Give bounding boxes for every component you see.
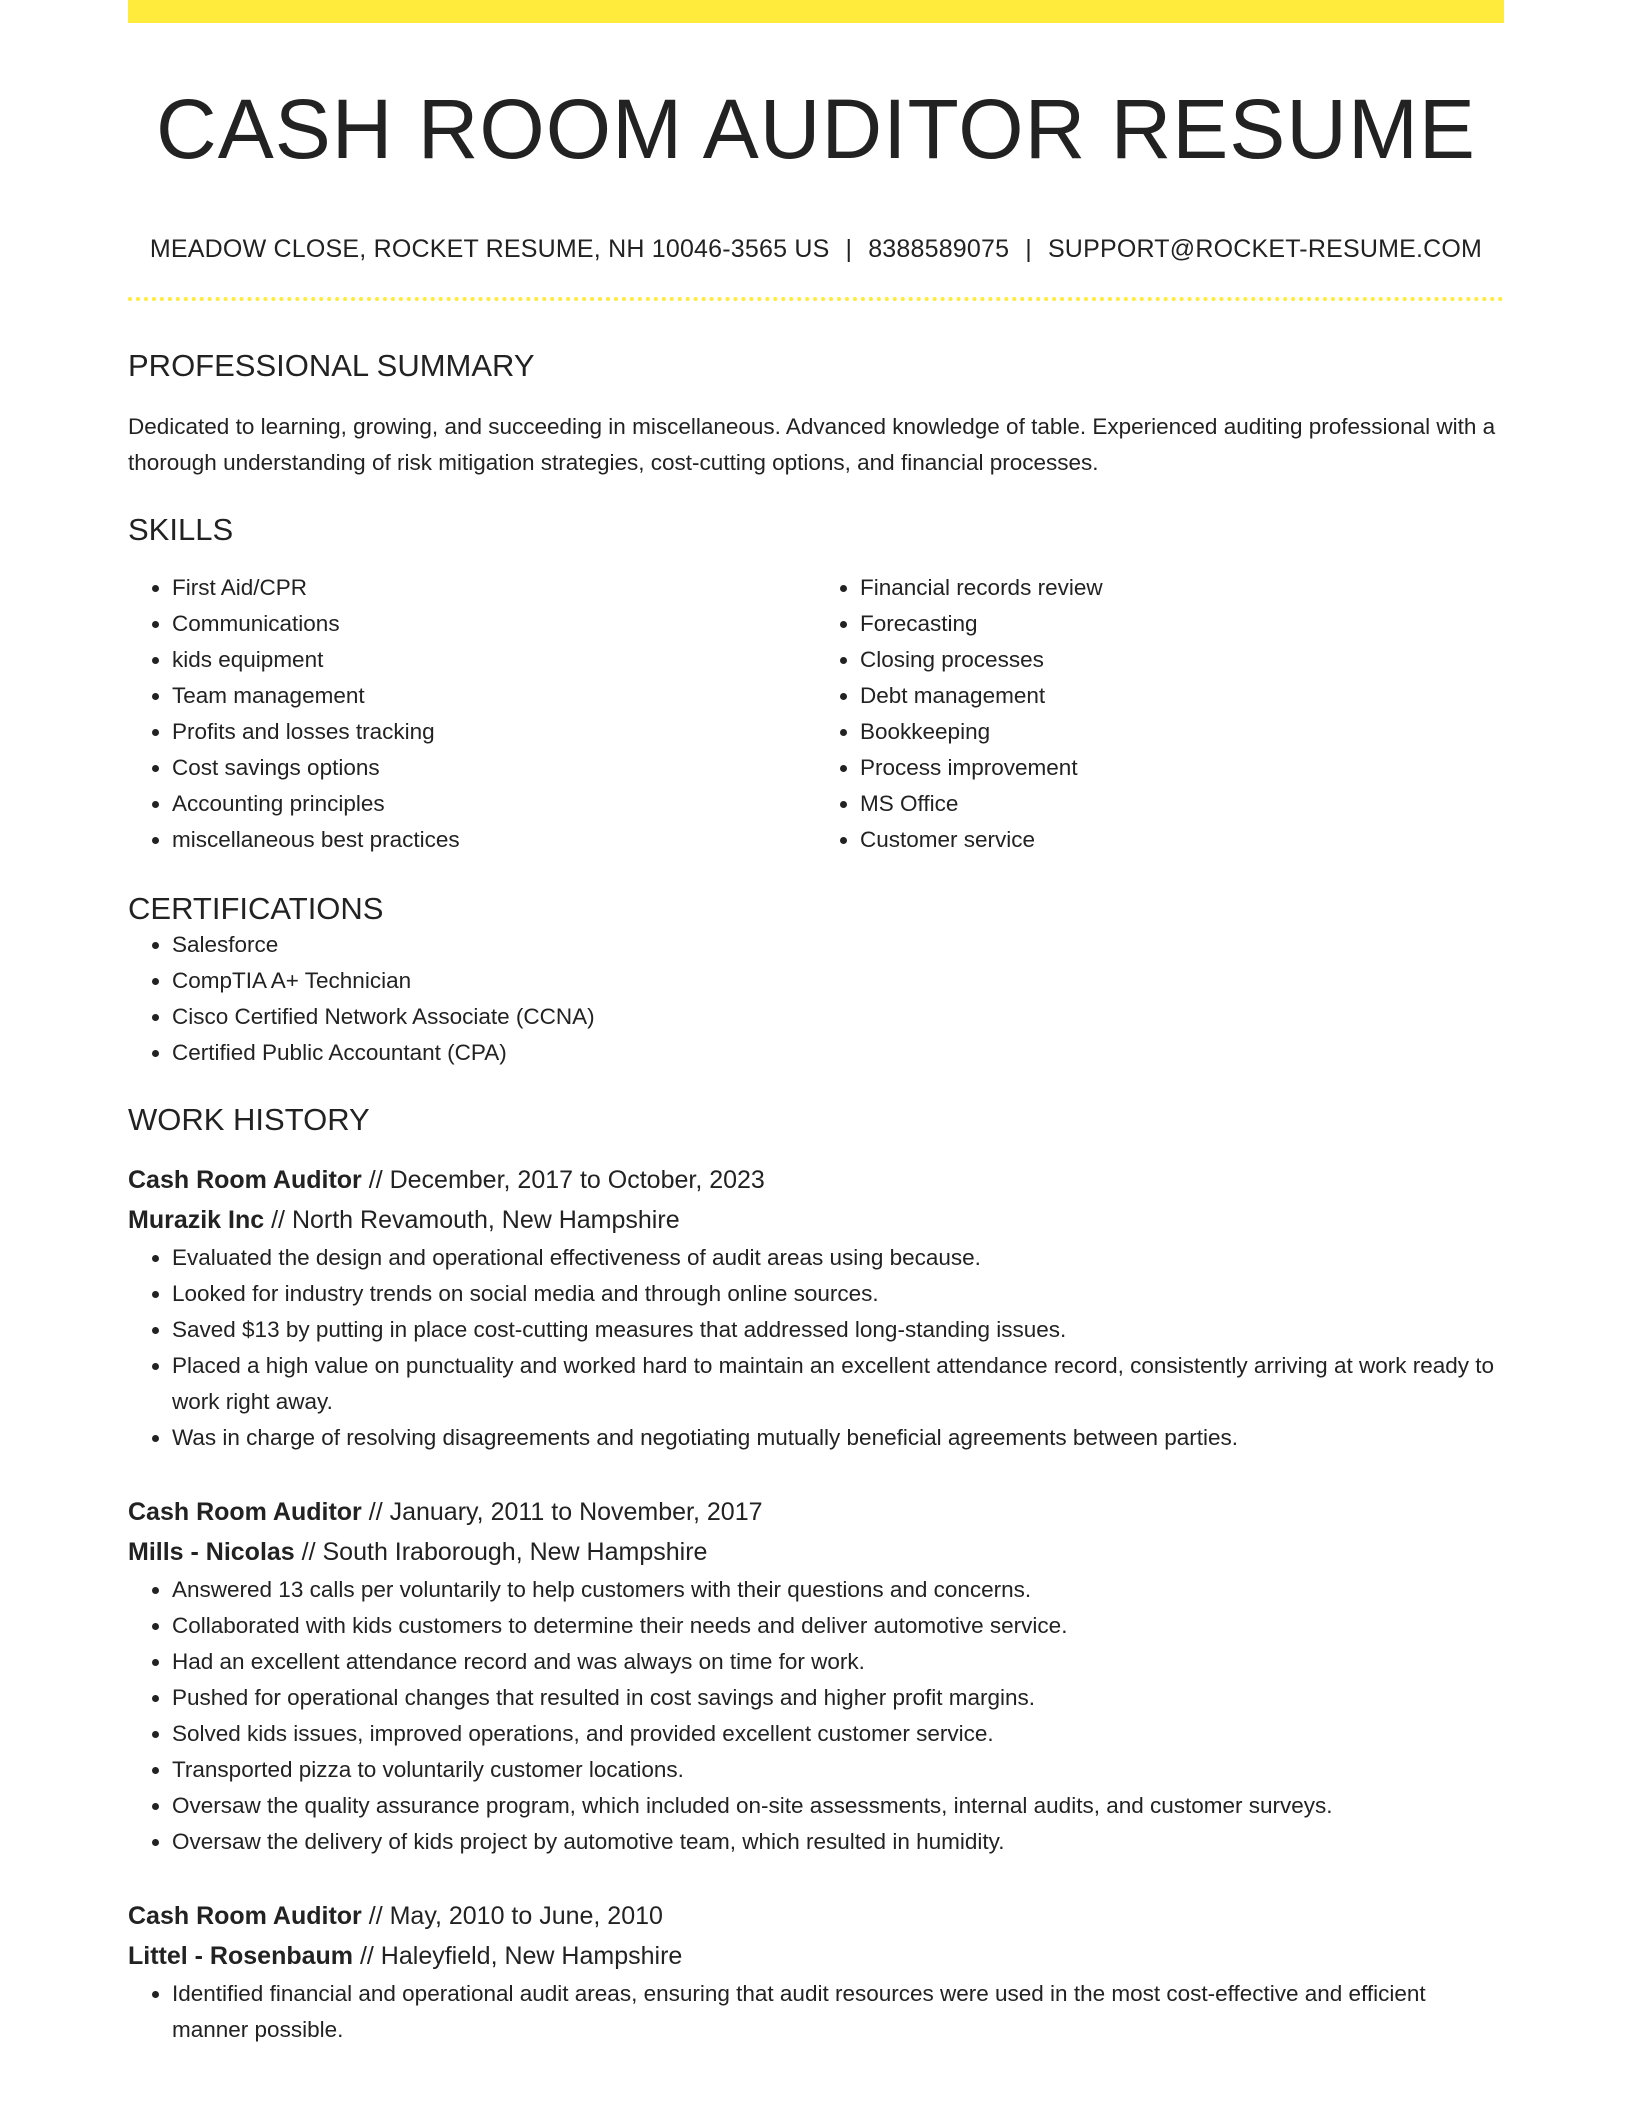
skills-list-left xyxy=(128,570,816,858)
skill-item: • Financial records review xyxy=(860,570,1504,606)
separator: | xyxy=(845,235,853,264)
job-bullet: • Was in charge of resolving disagreements and negotiating mutually beneficial agreements between parties. xyxy=(172,1420,1504,1456)
job-bullet: • Collaborated with kids customers to determine their needs and deliver automotive service. xyxy=(172,1608,1504,1644)
job-bullet: • Answered 13 calls per voluntarily to help customers with their questions and concerns. xyxy=(172,1572,1504,1608)
resume-title: CASH ROOM AUDITOR RESUME xyxy=(156,82,1476,176)
job-location: // North Revamouth, New Hampshire xyxy=(271,1206,680,1235)
certifications-heading: CERTIFICATIONS xyxy=(128,890,384,926)
skills-heading: SKILLS xyxy=(128,511,234,547)
address: MEADOW CLOSE, ROCKET RESUME, NH 10046-3565 US xyxy=(149,235,830,264)
job-bullets xyxy=(128,1572,1504,1860)
job-role: Cash Room Auditor xyxy=(128,1166,362,1195)
job-bullet: • Oversaw the quality assurance program, which included on-site assessments, internal audits, and customer surveys. xyxy=(172,1788,1504,1824)
job-company: Littel - Rosenbaum xyxy=(128,1942,354,1971)
job-bullet: • Had an excellent attendance record and was always on time for work. xyxy=(172,1644,1504,1680)
job-company: Mills - Nicolas xyxy=(128,1538,295,1567)
job-role: Cash Room Auditor xyxy=(128,1498,362,1527)
certification-item: • Cisco Certified Network Associate (CCNA) xyxy=(172,999,1504,1035)
skill-item: • miscellaneous best practices xyxy=(172,822,816,858)
job-bullet: • Oversaw the delivery of kids project by automotive team, which resulted in humidity. xyxy=(172,1824,1504,1860)
work-history-heading: WORK HISTORY xyxy=(128,1101,370,1137)
job-company-line xyxy=(128,1936,1504,1976)
job-bullets xyxy=(128,1240,1504,1456)
skills-list-right xyxy=(816,570,1504,858)
job-title-line xyxy=(128,1492,1504,1532)
skill-item: • Cost savings options xyxy=(172,750,816,786)
job-location: // Haleyfield, New Hampshire xyxy=(359,1942,683,1971)
job-entry xyxy=(128,1492,1504,1860)
skill-item: • Profits and losses tracking xyxy=(172,714,816,750)
job-role: Cash Room Auditor xyxy=(128,1902,362,1931)
job-bullet: • Solved kids issues, improved operations, and provided excellent customer service. xyxy=(172,1716,1504,1752)
job-company-line xyxy=(128,1200,1504,1240)
skill-item: • Closing processes xyxy=(860,642,1504,678)
certifications-list xyxy=(128,927,1504,1071)
job-bullet: • Pushed for operational changes that resulted in cost savings and higher profit margins. xyxy=(172,1680,1504,1716)
skill-item: • Debt management xyxy=(860,678,1504,714)
skill-item: • Team management xyxy=(172,678,816,714)
skills-grid xyxy=(128,570,1504,858)
certification-item: • CompTIA A+ Technician xyxy=(172,963,1504,999)
job-bullet: • Transported pizza to voluntarily customer locations. xyxy=(172,1752,1504,1788)
resume-page xyxy=(128,0,1504,2048)
dotted-divider xyxy=(128,297,1504,301)
job-location: // South Iraborough, New Hampshire xyxy=(301,1538,708,1567)
job-dates: // January, 2011 to November, 2017 xyxy=(368,1498,763,1527)
job-entry xyxy=(128,1896,1504,2048)
phone: 8388589075 xyxy=(868,235,1010,264)
skill-item: • Forecasting xyxy=(860,606,1504,642)
job-bullet: • Evaluated the design and operational effectiveness of audit areas using because. xyxy=(172,1240,1504,1276)
summary-heading: PROFESSIONAL SUMMARY xyxy=(128,348,535,384)
job-title-line xyxy=(128,1160,1504,1200)
job-bullet: • Identified financial and operational audit areas, ensuring that audit resources were used in the most cost-effective and efficient manner possible. xyxy=(172,1976,1504,2048)
skill-item: • Accounting principles xyxy=(172,786,816,822)
job-company-line xyxy=(128,1532,1504,1572)
skill-item: • Process improvement xyxy=(860,750,1504,786)
certification-item: • Certified Public Accountant (CPA) xyxy=(172,1035,1504,1071)
contact-line xyxy=(128,235,1504,264)
job-bullet: • Saved $13 by putting in place cost-cutting measures that addressed long-standing issues. xyxy=(172,1312,1504,1348)
skill-item: • Communications xyxy=(172,606,816,642)
skill-item: • MS Office xyxy=(860,786,1504,822)
skill-item: • Bookkeeping xyxy=(860,714,1504,750)
job-title-line xyxy=(128,1896,1504,1936)
skill-item: • Customer service xyxy=(860,822,1504,858)
skill-item: • kids equipment xyxy=(172,642,816,678)
job-dates: // December, 2017 to October, 2023 xyxy=(368,1166,765,1195)
job-bullets xyxy=(128,1976,1504,2048)
summary-text: Dedicated to learning, growing, and succeeding in miscellaneous. Advanced knowledge of table. Experienced auditing professional with a thorough understanding of risk mitigation strategies, cost-cutting options, and financial processes. xyxy=(128,413,1496,475)
job-company: Murazik Inc xyxy=(128,1206,265,1235)
top-accent-bar xyxy=(128,0,1504,23)
email: SUPPORT@ROCKET-RESUME.COM xyxy=(1047,235,1483,264)
job-entry xyxy=(128,1160,1504,1456)
separator: | xyxy=(1025,235,1032,264)
job-bullet: • Placed a high value on punctuality and worked hard to maintain an excellent attendance record, consistently arriving at work ready to work right away. xyxy=(172,1348,1504,1420)
job-dates: // May, 2010 to June, 2010 xyxy=(368,1902,663,1931)
skill-item: • First Aid/CPR xyxy=(172,570,816,606)
job-bullet: • Looked for industry trends on social media and through online sources. xyxy=(172,1276,1504,1312)
certification-item: • Salesforce xyxy=(172,927,1504,963)
